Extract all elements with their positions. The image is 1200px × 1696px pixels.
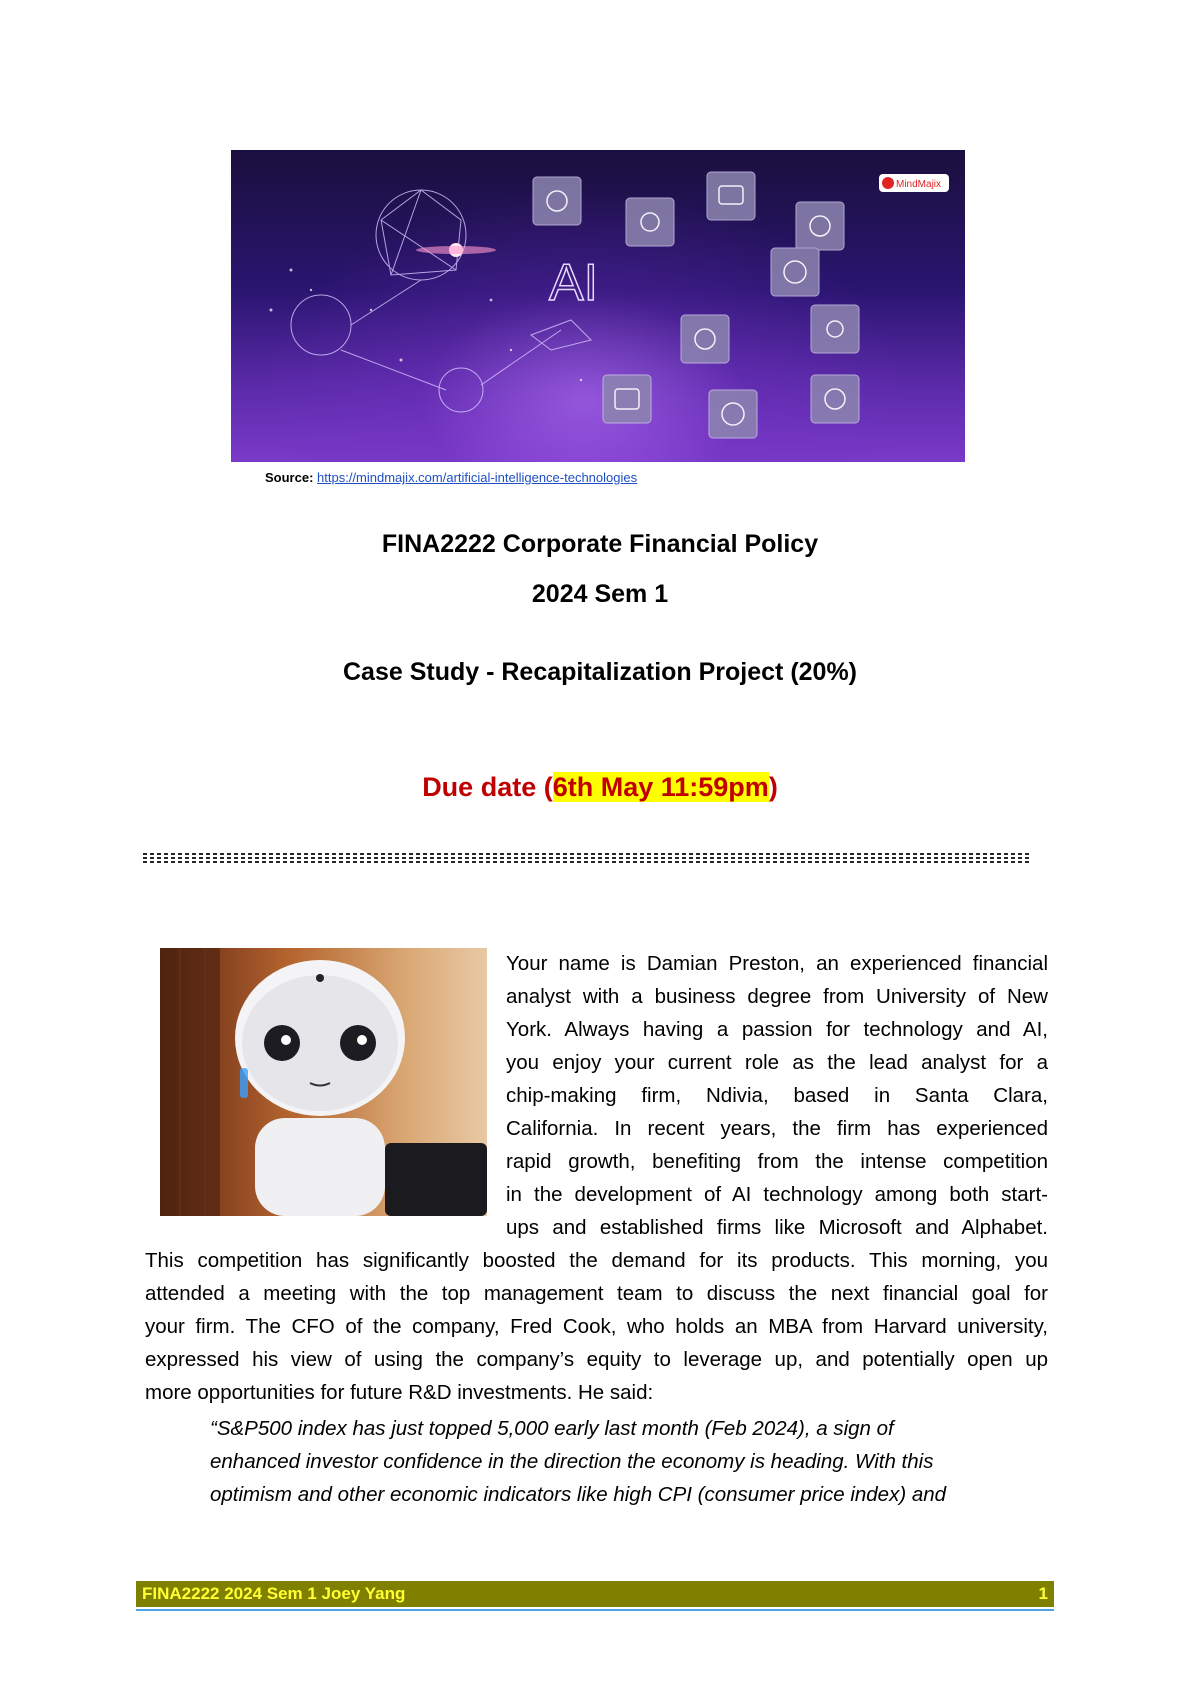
due-date-highlight: 6th May 11:59pm	[552, 772, 769, 802]
body-paragraph	[145, 1244, 1048, 1409]
ai-glyph: AI	[549, 254, 599, 312]
text-line: attended a meeting with the top management team to discuss the next financial goal for	[145, 1282, 1048, 1305]
footer-rule	[136, 1609, 1054, 1611]
mindmajix-logo	[879, 174, 949, 192]
semester-title: 2024 Sem 1	[531, 580, 669, 608]
decorative-divider	[143, 853, 1031, 863]
due-prefix: Due date (	[422, 772, 553, 802]
text-line: Your name is Damian Preston, an experienced financial	[506, 952, 1048, 975]
ai-banner-image	[231, 150, 965, 462]
source-label: Source:	[265, 470, 314, 485]
image-source-caption	[265, 470, 637, 485]
quote-line: enhanced investor confidence in the direction the economy is heading. With this	[210, 1450, 934, 1473]
cfo-quote	[210, 1412, 990, 1511]
text-line: ups and established firms like Microsoft and Alphabet.	[506, 1216, 1048, 1239]
case-study-title: Case Study - Recapitalization Project (20%)	[342, 658, 858, 686]
page-footer	[136, 1581, 1054, 1607]
source-link[interactable]: https://mindmajix.com/artificial-intelligence-technologies	[317, 470, 638, 485]
text-line: California. In recent years, the firm has experienced	[506, 1117, 1048, 1140]
text-line: York. Always having a passion for technology and AI,	[506, 1018, 1048, 1041]
robot-photo	[160, 948, 487, 1216]
text-line: This competition has significantly boosted the demand for its products. This morning, you	[145, 1249, 1048, 1272]
text-line: you enjoy your current role as the lead analyst for a	[506, 1051, 1048, 1074]
intro-paragraph	[506, 947, 1048, 1244]
due-suffix: )	[768, 772, 778, 802]
text-line: your firm. The CFO of the company, Fred Cook, who holds an MBA from Harvard university,	[145, 1315, 1048, 1338]
svg-text:MindMajix: MindMajix	[896, 179, 942, 190]
text-line: chip-making firm, Ndivia, based in Santa Clara,	[506, 1084, 1048, 1107]
quote-line: “S&P500 index has just topped 5,000 early last month (Feb 2024), a sign of	[210, 1417, 894, 1440]
text-line: expressed his view of using the company’s equity to leverage up, and potentially open up	[145, 1348, 1048, 1371]
page-number: 1	[1038, 1584, 1048, 1603]
due-date	[0, 772, 1200, 803]
robot-illustration	[160, 948, 487, 1216]
quote-line: optimism and other economic indicators like high CPI (consumer price index) and	[210, 1483, 947, 1506]
text-line: more opportunities for future R&D investments. He said:	[145, 1381, 654, 1404]
text-line: analyst with a business degree from University of New	[506, 985, 1048, 1008]
footer-course-info: FINA2222 2024 Sem 1 Joey Yang	[142, 1584, 406, 1603]
text-line: in the development of AI technology among both start-	[506, 1183, 1048, 1206]
ai-robot-illustration	[231, 150, 965, 462]
course-title: FINA2222 Corporate Financial Policy	[381, 530, 819, 558]
text-line: rapid growth, benefiting from the intense competition	[506, 1150, 1048, 1173]
